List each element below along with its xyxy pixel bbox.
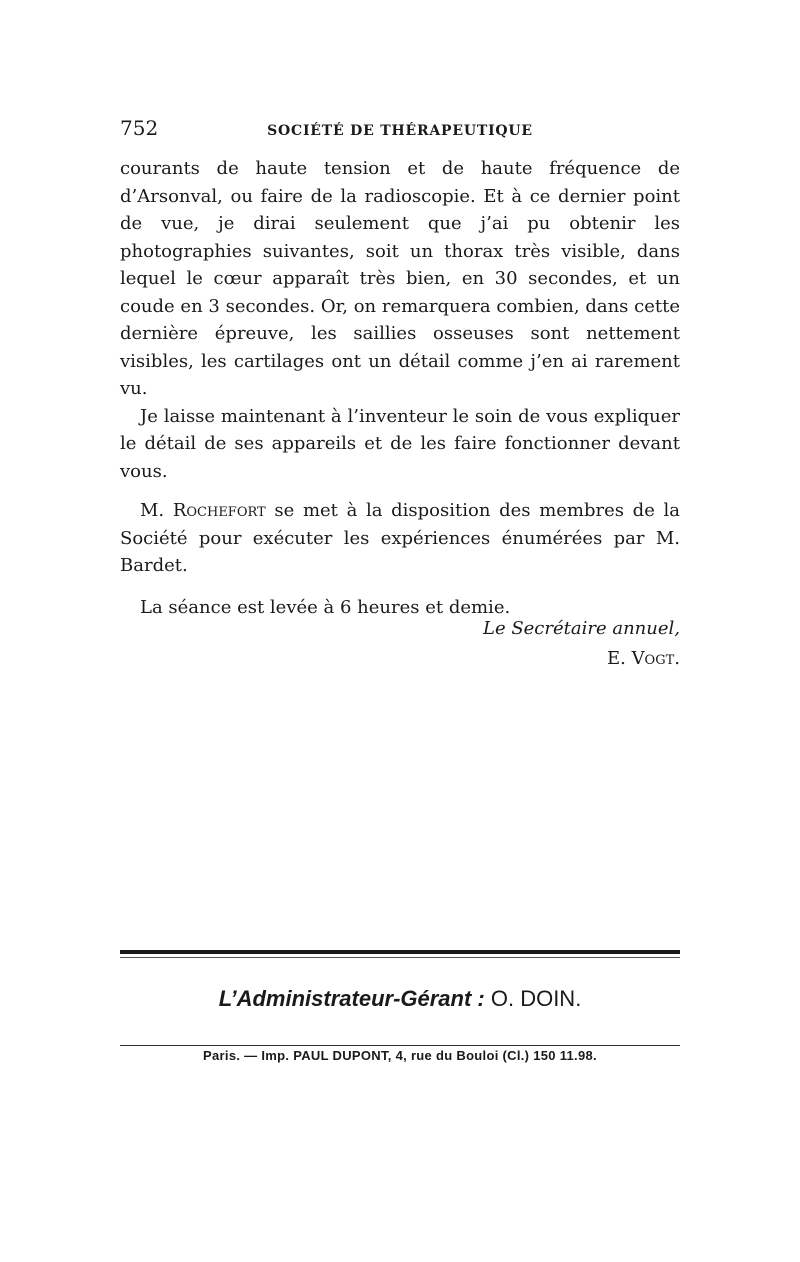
body-text (120, 155, 680, 621)
gerant-name: O. DOIN. (484, 986, 582, 1011)
running-head: SOCIÉTÉ DE THÉRAPEUTIQUE (267, 123, 533, 139)
page-number: 752 (120, 116, 159, 140)
page-header (120, 116, 680, 146)
paragraph-3-prefix: M. (140, 500, 173, 521)
paragraph-1: courants de haute tension et de haute fréquence de d’Arsonval, ou faire de la radioscopie. Et à ce dernier point de vue, je dirai seulement que j’ai pu obtenir les photographies suivantes, soit un thorax très visible, dans lequel le cœur apparaît très bien, en 30 secondes, et un coude en 3 secondes. Or, on remarquera combien, dans cette dernière épreuve, les saillies osseuses sont nettement visibles, les cartilages ont un détail comme j’en ai rarement vu. (120, 158, 680, 399)
signature-title: Le Secrétaire annuel, (483, 618, 680, 639)
imprint-line: Paris. — Imp. PAUL DUPONT, 4, rue du Bouloi (Cl.) 150 11.98. (203, 1048, 597, 1063)
signature-name (120, 648, 772, 669)
footer-thin-rule (120, 957, 680, 958)
paragraph-4: La séance est levée à 6 heures et demie. (140, 596, 511, 618)
signature-surname: Vogt. (631, 648, 680, 669)
gerant-label: L’Administrateur-Gérant : (218, 986, 485, 1011)
paragraph-3-rest: se met à la disposition des membres de la Société pour exécuter les expériences énumérées par M. Bardet. (120, 500, 680, 576)
person-name-rochefort: Rochefort (172, 500, 266, 521)
signature-initial: E. (606, 648, 632, 669)
paragraph-2: Je laisse maintenant à l’inventeur le soin de vous expliquer le détail de ses appareils et de les faire fonctionner devant vous. (120, 405, 680, 482)
imprint-rule (120, 1045, 680, 1046)
gerant-line (120, 986, 680, 1012)
paragraph-3 (120, 497, 680, 580)
footer-thick-rule (120, 950, 680, 954)
